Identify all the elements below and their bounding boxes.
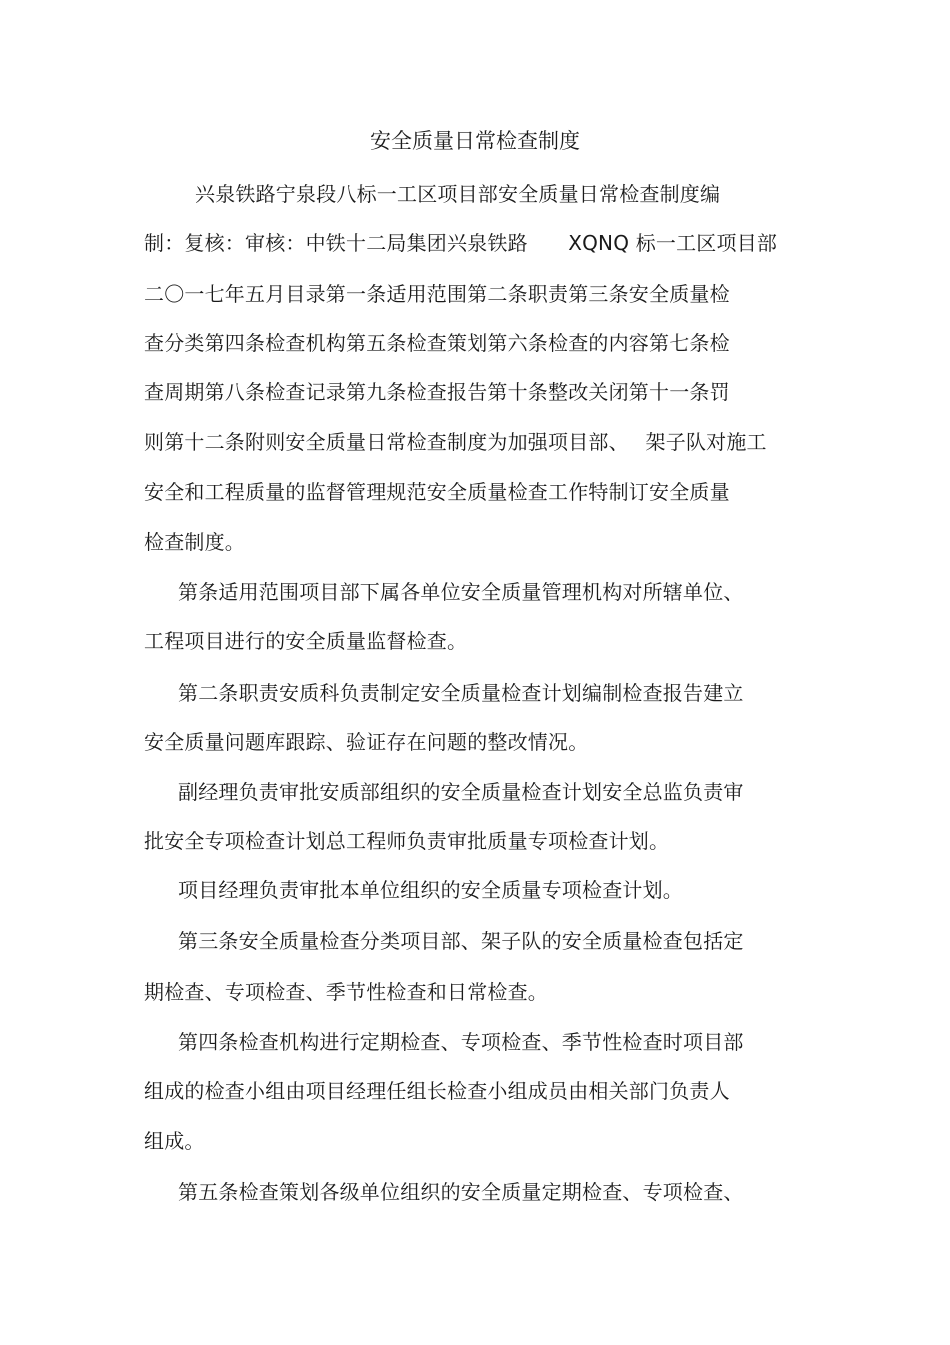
text-line-15: 项目经理负责审批本单位组织的安全质量专项检查计划。: [178, 878, 683, 902]
text-line-5: 查周期第八条检查记录第九条检查报告第十条整改关闭第十一条罚: [144, 380, 730, 404]
text-line-21: 第五条检查策划各级单位组织的安全质量定期检查、专项检查、: [178, 1180, 744, 1204]
text-line-12: 安全质量问题库跟踪、验证存在问题的整改情况。: [144, 730, 589, 754]
text-line-4: 查分类第四条检查机构第五条检查策划第六条检查的内容第七条检: [144, 331, 730, 355]
text-line-8: 检查制度。: [144, 530, 245, 554]
text-line-2: 制：复核：审核：中铁十二局集团兴泉铁路 XQNQ 标一工区项目部: [144, 231, 778, 255]
text-line-14: 批安全专项检查计划总工程师负责审批质量专项检查计划。: [144, 829, 670, 853]
text-line-7: 安全和工程质量的监督管理规范安全质量检查工作特制订安全质量: [144, 480, 730, 504]
text-line-6: 则第十二条附则安全质量日常检查制度为加强项目部、 架子队对施工: [144, 430, 767, 454]
text-line-17: 期检查、专项检查、季节性检查和日常检查。: [144, 980, 548, 1004]
text-line-19: 组成的检查小组由项目经理任组长检查小组成员由相关部门负责人: [144, 1079, 730, 1103]
text-line-10: 工程项目进行的安全质量监督检查。: [144, 629, 468, 653]
text-line-11: 第二条职责安质科负责制定安全质量检查计划编制检查报告建立: [178, 681, 744, 705]
text-line-3: 二〇一七年五月目录第一条适用范围第二条职责第三条安全质量检: [144, 282, 730, 306]
text-line-18: 第四条检查机构进行定期检查、专项检查、季节性检查时项目部: [178, 1030, 744, 1054]
text-line-20: 组成。: [144, 1129, 205, 1153]
document-title: 安全质量日常检查制度: [370, 129, 580, 153]
text-line-16: 第三条安全质量检查分类项目部、架子队的安全质量检查包括定: [178, 929, 744, 953]
text-line-9: 第条适用范围项目部下属各单位安全质量管理机构对所辖单位、: [178, 580, 744, 604]
text-line-13: 副经理负责审批安质部组织的安全质量检查计划安全总监负责审: [178, 780, 744, 804]
text-line-1: 兴泉铁路宁泉段八标一工区项目部安全质量日常检查制度编: [195, 182, 721, 206]
